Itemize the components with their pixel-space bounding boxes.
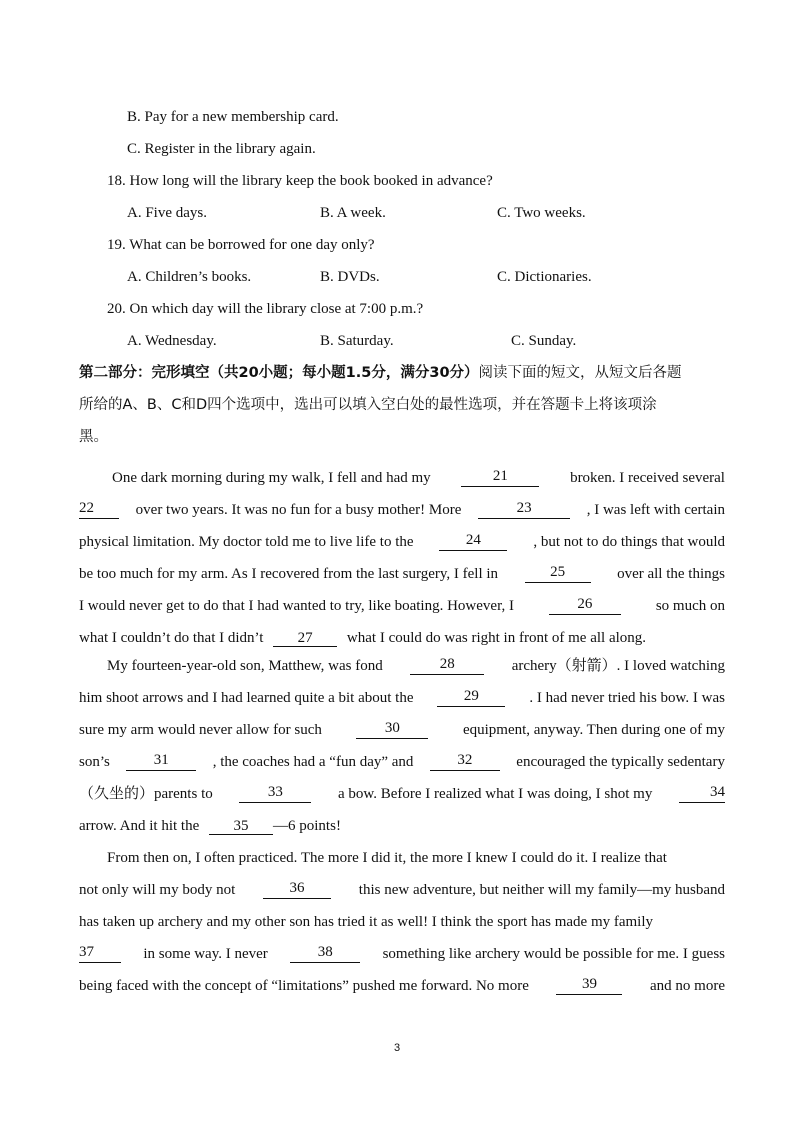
passage-line bbox=[107, 657, 725, 675]
blank-26: 26 bbox=[549, 597, 621, 615]
q19-option-a: A. Children’s books. bbox=[127, 269, 252, 285]
passage-line bbox=[79, 689, 725, 707]
passage-line bbox=[79, 913, 725, 931]
blank-31: 31 bbox=[126, 753, 196, 771]
passage-line bbox=[79, 881, 725, 899]
q20-option-a: A. Wednesday. bbox=[127, 333, 217, 349]
text-segment: I would never get to do that I had wanted to try, like boating. However, I bbox=[79, 598, 514, 614]
text-segment: broken. I received several bbox=[570, 470, 725, 486]
blank-29: 29 bbox=[437, 689, 505, 707]
text-segment: not only will my body not bbox=[79, 882, 236, 898]
q18-question: 18. How long will the library keep the book booked in advance? bbox=[107, 173, 493, 189]
q17-option-b: B. Pay for a new membership card. bbox=[127, 109, 339, 125]
section-instructions-1: 阅读下面的短文，从短文后各题 bbox=[478, 365, 682, 381]
text-segment: what I could do was right in front of me all along. bbox=[346, 630, 647, 646]
text-segment: equipment, anyway. Then during one of my bbox=[462, 722, 725, 738]
text-segment: something like archery would be possible for me. I guess bbox=[382, 946, 725, 962]
text-segment: over two years. It was no fun for a busy mother! More bbox=[135, 502, 462, 518]
text-segment: has taken up archery and my other son has tried it as well! I think the sport has made my family bbox=[79, 914, 654, 930]
passage-line bbox=[79, 945, 725, 963]
blank-30: 30 bbox=[356, 721, 428, 739]
q18-option-a: A. Five days. bbox=[127, 205, 207, 221]
q20-option-b: B. Saturday. bbox=[320, 333, 394, 349]
text-segment: , I was left with certain bbox=[586, 502, 725, 518]
passage-line bbox=[79, 817, 341, 835]
text-segment: encouraged the typically sedentary bbox=[516, 754, 725, 770]
text-segment: a bow. Before I realized what I was doing, I shot my bbox=[337, 786, 653, 802]
section-title: 第二部分：完形填空（共20小题；每小题1.5分，满分30分） bbox=[79, 365, 479, 381]
blank-27: 27 bbox=[273, 631, 337, 647]
section-instructions-3: 黑。 bbox=[79, 429, 108, 445]
text-segment: sure my arm would never allow for such bbox=[79, 722, 322, 738]
blank-37: 37 bbox=[79, 945, 121, 963]
text-segment: and no more bbox=[650, 978, 725, 994]
text-segment: be too much for my arm. As I recovered from the last surgery, I fell in bbox=[79, 566, 499, 582]
passage-line bbox=[112, 469, 725, 487]
passage-line bbox=[79, 785, 725, 803]
text-segment: , but not to do things that would bbox=[533, 534, 725, 550]
text-segment: One dark morning during my walk, I fell and had my bbox=[112, 470, 431, 486]
text-segment: archery（射箭）. I loved watching bbox=[511, 658, 725, 674]
text-segment: （久坐的）parents to bbox=[79, 786, 213, 802]
q18-option-b: B. A week. bbox=[320, 205, 386, 221]
blank-36: 36 bbox=[263, 881, 331, 899]
text-segment: My fourteen-year-old son, Matthew, was fond bbox=[107, 658, 383, 674]
passage-line bbox=[79, 565, 725, 583]
text-segment: over all the things bbox=[617, 566, 725, 582]
blank-39: 39 bbox=[556, 977, 622, 995]
text-segment: son’s bbox=[79, 754, 110, 770]
blank-22: 22 bbox=[79, 501, 119, 519]
section-instructions-2: 所给的A、B、C和D四个选项中，选出可以填入空白处的最性选项，并在答题卡上将该项涂 bbox=[79, 397, 657, 413]
passage-line bbox=[79, 977, 725, 995]
blank-34: 34 bbox=[679, 785, 725, 803]
passage-line bbox=[79, 721, 725, 739]
passage-line bbox=[79, 753, 725, 771]
blank-35: 35 bbox=[209, 819, 273, 835]
q19-option-b: B. DVDs. bbox=[320, 269, 380, 285]
q19-option-c: C. Dictionaries. bbox=[497, 269, 592, 285]
blank-25: 25 bbox=[525, 565, 591, 583]
text-segment: arrow. And it hit the bbox=[79, 818, 200, 834]
page-number: 3 bbox=[393, 1042, 401, 1054]
blank-24: 24 bbox=[439, 533, 507, 551]
text-segment: in some way. I never bbox=[143, 946, 268, 962]
blank-23: 23 bbox=[478, 501, 570, 519]
blank-38: 38 bbox=[290, 945, 360, 963]
text-segment: From then on, I often practiced. The more I did it, the more I knew I could do it. I realize that bbox=[107, 850, 667, 866]
passage-line bbox=[107, 849, 725, 867]
text-segment: , the coaches had a “fun day” and bbox=[212, 754, 414, 770]
passage-line bbox=[79, 629, 646, 647]
text-segment: being faced with the concept of “limitations” pushed me forward. No more bbox=[79, 978, 529, 994]
text-segment: physical limitation. My doctor told me to live life to the bbox=[79, 534, 414, 550]
q17-option-c: C. Register in the library again. bbox=[127, 141, 316, 157]
text-segment: him shoot arrows and I had learned quite a bit about the bbox=[79, 690, 414, 706]
q19-question: 19. What can be borrowed for one day only? bbox=[107, 237, 375, 253]
text-segment: . I had never tried his bow. I was bbox=[529, 690, 725, 706]
text-segment: what I couldn’t do that I didn’t bbox=[79, 630, 264, 646]
text-segment: —6 points! bbox=[273, 818, 341, 834]
q20-option-c: C. Sunday. bbox=[511, 333, 577, 349]
q20-question: 20. On which day will the library close at 7:00 p.m.? bbox=[107, 301, 424, 317]
passage-line bbox=[79, 501, 725, 519]
text-segment: this new adventure, but neither will my family—my husband bbox=[358, 882, 725, 898]
passage-line bbox=[79, 597, 725, 615]
blank-33: 33 bbox=[239, 785, 311, 803]
blank-21: 21 bbox=[461, 469, 539, 487]
text-segment: so much on bbox=[655, 598, 725, 614]
blank-32: 32 bbox=[430, 753, 500, 771]
section-heading bbox=[79, 364, 682, 382]
blank-28: 28 bbox=[410, 657, 484, 675]
q18-option-c: C. Two weeks. bbox=[497, 205, 586, 221]
passage-line bbox=[79, 533, 725, 551]
